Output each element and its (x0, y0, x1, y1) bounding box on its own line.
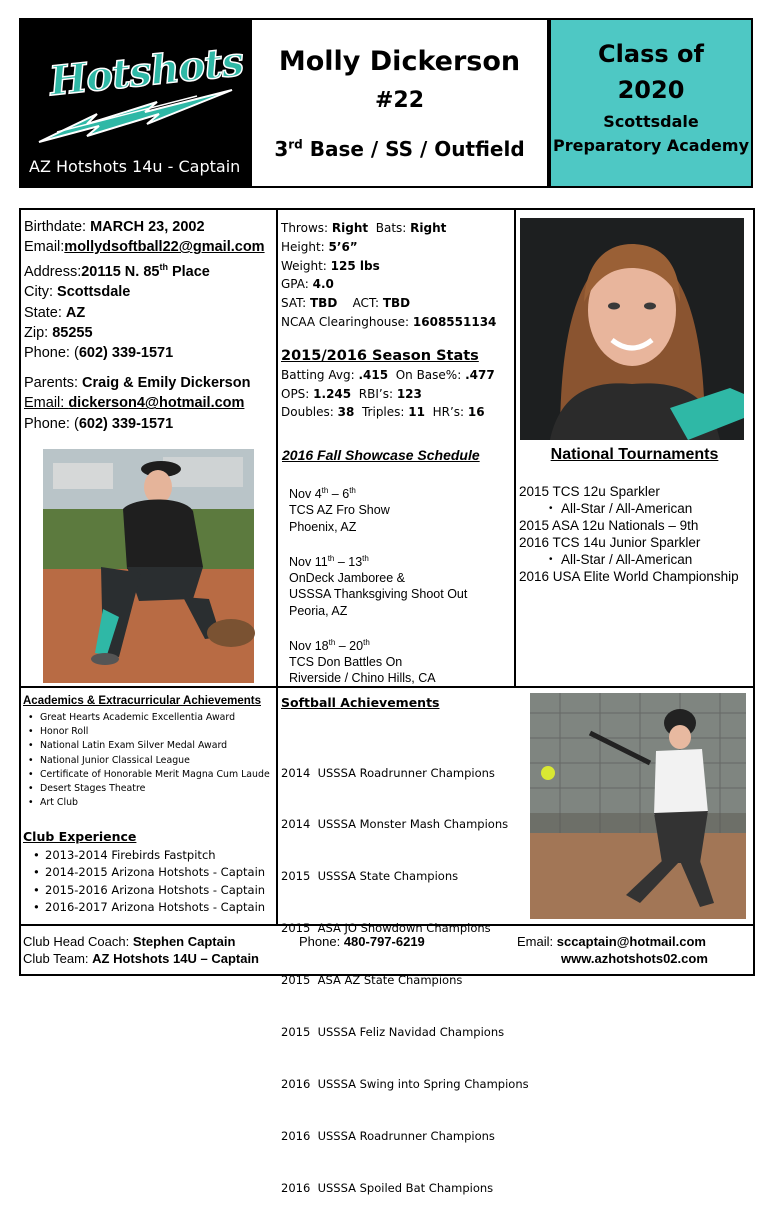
zip-value: 85255 (52, 324, 93, 341)
bullet-icon: • (549, 503, 553, 514)
city-row (24, 282, 265, 302)
event-start-suffix: th (327, 553, 335, 563)
batting-photo (530, 693, 746, 919)
gpa-row (281, 275, 496, 294)
ops-label: OPS: (281, 386, 314, 401)
academics-item: • National Latin Exam Silver Medal Award (23, 739, 270, 753)
coach-email-row (517, 933, 708, 950)
academics-item: • Certificate of Honorable Merit Magna Cum Laude (23, 768, 270, 782)
event-end-suffix: th (363, 637, 370, 647)
event-name: TCS Don Battles On (289, 655, 403, 670)
test-row (281, 294, 496, 313)
triples-label: Triples: (361, 405, 409, 420)
logo-text: Hotshots (47, 37, 246, 106)
softball-item: 2016 USSSA Spoiled Bat Champions (281, 1180, 494, 1195)
event-end: – 13 (334, 554, 363, 569)
academics-item: • Great Hearts Academic Excellentia Award (23, 711, 270, 725)
height-value: 5’6” (328, 239, 358, 254)
event-start: Nov 4 (289, 487, 322, 502)
academics-list (23, 711, 270, 810)
showcase-event (289, 635, 467, 687)
showcase-event (289, 483, 467, 535)
event-location: Riverside / Chino Hills, CA (289, 671, 436, 686)
fielding-illustration (43, 449, 254, 683)
hr-label: HR’s: (432, 405, 468, 420)
bats-label: Bats: (375, 221, 411, 235)
hits-row (281, 403, 496, 422)
doubles-label: Doubles: (281, 405, 338, 420)
coach-email-link[interactable]: sccaptain@hotmail.com (556, 934, 706, 949)
phone-label: Phone: ( (24, 345, 79, 362)
email-row (24, 237, 265, 257)
website-link[interactable]: www.azhotshots02.com (561, 951, 708, 966)
state-row (24, 303, 265, 323)
event-start: Nov 11 (289, 554, 328, 569)
zip-row (24, 323, 265, 343)
softball-title: Softball Achievements (281, 695, 440, 710)
class-label: Class of (598, 40, 704, 68)
fielding-photo (43, 449, 254, 683)
school-line1: Scottsdale (603, 112, 699, 131)
parent-phone-value: 602) 339-1571 (78, 415, 174, 432)
national-item: 2016 TCS 14u Junior Sparkler (519, 535, 701, 550)
event-location: Peoria, AZ (289, 603, 348, 618)
footer-left (23, 933, 259, 967)
showcase-schedule (289, 483, 467, 687)
parent-email-link[interactable]: dickerson4@hotmail.com (68, 395, 245, 412)
showcase-event (289, 551, 467, 619)
obp-label: On Base%: (395, 367, 466, 382)
softball-list (281, 730, 529, 1214)
avg-value: .415 (358, 367, 389, 382)
batting-illustration (530, 693, 746, 919)
height-label: Height: (281, 239, 329, 254)
team-label: Club Team: (23, 951, 93, 966)
national-item: 2016 USA Elite World Championship (519, 569, 739, 584)
parent-email-row (24, 393, 265, 413)
birthdate-label: Birthdate: (24, 219, 91, 235)
act-value: TBD (382, 296, 411, 311)
club-list (28, 847, 265, 916)
act-label: ACT: (352, 296, 383, 311)
weight-value: 125 lbs (330, 258, 380, 273)
season-stats-title: 2015/2016 Season Stats (281, 347, 479, 364)
national-item: 2015 TCS 12u Sparkler (519, 484, 660, 499)
state-value: AZ (65, 304, 86, 321)
address-suffix: th (159, 262, 168, 273)
national-subitem-text: All-Star / All-American (561, 501, 693, 516)
event-start-suffix: th (321, 486, 329, 495)
national-subitem (519, 551, 739, 568)
softball-item: 2016 USSSA Roadrunner Champions (281, 1128, 495, 1143)
event-start: Nov 18 (289, 638, 329, 653)
class-year: 2020 (617, 76, 685, 104)
club-item: • 2015-2016 Arizona Hotshots - Captain (28, 882, 265, 899)
event-end-suffix: th (349, 486, 356, 495)
coach-label: Club Head Coach: (23, 934, 133, 949)
national-title: National Tournaments (550, 446, 719, 463)
triples-value: 11 (408, 405, 425, 420)
headshot-illustration (520, 218, 744, 440)
address-label: Address: (24, 264, 82, 281)
ops-value: 1.245 (313, 386, 352, 401)
event-start-suffix: th (328, 637, 336, 647)
avg-label: Batting Avg: (281, 367, 359, 382)
divider-v1 (276, 208, 278, 688)
parent-email-label: Email: (24, 395, 69, 412)
club-item: • 2016-2017 Arizona Hotshots - Captain (28, 899, 265, 916)
avg-row (281, 366, 496, 385)
event-end: – 20 (335, 638, 364, 653)
bats-value: Right (410, 221, 447, 235)
softball-item: 2014 USSSA Roadrunner Champions (281, 765, 495, 780)
address-row (24, 257, 265, 282)
event-location: Phoenix, AZ (289, 519, 357, 534)
position-suffix: rd (288, 137, 303, 152)
weight-row (281, 257, 496, 276)
phone-value: 602) 339-1571 (78, 345, 174, 362)
softball-item: 2015 USSSA State Champions (281, 869, 459, 884)
club-item: • 2014-2015 Arizona Hotshots - Captain (28, 864, 265, 881)
stats-block (281, 219, 496, 422)
coach-phone-value: 480-797-6219 (343, 934, 425, 949)
team-caption: AZ Hotshots 14u - Captain (29, 157, 241, 176)
bullet-icon: • (549, 554, 553, 565)
coach-name: Stephen Captain (132, 934, 236, 949)
sat-label: SAT: (281, 296, 310, 311)
obp-value: .477 (465, 367, 495, 382)
national-item: 2015 ASA 12u Nationals – 9th (519, 518, 699, 533)
throws-label: Throws: (281, 221, 332, 235)
player-name: Molly Dickerson (278, 46, 521, 77)
birthdate-row (24, 217, 265, 237)
gpa-label: GPA: (281, 277, 313, 292)
coach-email-label: Email: (517, 934, 557, 949)
class-panel (549, 18, 753, 188)
parents-value: Craig & Emily Dickerson (82, 375, 251, 392)
city-value: Scottsdale (57, 284, 131, 301)
logo-panel (19, 18, 250, 188)
softball-item: 2015 USSSA Feliz Navidad Champions (281, 1025, 505, 1040)
gpa-value: 4.0 (312, 277, 334, 292)
academics-item: • Art Club (23, 796, 270, 810)
event-dates (289, 483, 467, 502)
event-name: OnDeck Jamboree & (289, 571, 406, 586)
event-dates (289, 551, 467, 570)
zip-label: Zip: (24, 324, 53, 341)
academics-item: • Honor Roll (23, 725, 270, 739)
softball-item: 2015 ASA AZ State Champions (281, 973, 463, 988)
position-text: Base / SS / Outfield (302, 137, 525, 161)
rbi-value: 123 (396, 386, 422, 401)
showcase-title: 2016 Fall Showcase Schedule (282, 447, 480, 463)
event-end-suffix: th (362, 553, 369, 563)
name-panel (250, 18, 549, 188)
club-item: • 2013-2014 Firebirds Fastpitch (28, 847, 265, 864)
ncaa-value: 1608551134 (412, 314, 497, 329)
coach-phone-label: Phone: (299, 934, 344, 949)
email-link[interactable]: mollydsoftball22@gmail.com (64, 239, 265, 256)
sat-value: TBD (310, 296, 338, 311)
divider-v3 (276, 686, 278, 926)
jersey-number: #22 (374, 88, 425, 113)
email-label: Email: (24, 239, 65, 256)
parents-label: Parents: (24, 375, 83, 392)
national-subitem-text: All-Star / All-American (561, 552, 693, 567)
position-number: 3 (274, 137, 289, 161)
ops-row (281, 385, 496, 404)
event-end: – 6 (328, 487, 350, 502)
state-label: State: (24, 304, 66, 321)
ncaa-row (281, 313, 496, 332)
weight-label: Weight: (281, 258, 331, 273)
phone-row (24, 343, 265, 363)
throws-row (281, 219, 496, 238)
footer-phone (299, 933, 425, 950)
softball-item: 2014 USSSA Monster Mash Champions (281, 817, 509, 832)
academics-title: Academics & Extracurricular Achievements (23, 695, 261, 707)
throws-value: Right (331, 221, 369, 235)
coach-row (23, 933, 259, 950)
personal-info (24, 217, 265, 434)
doubles-value: 38 (337, 405, 355, 420)
softball-item: 2016 USSSA Swing into Spring Champions (281, 1076, 529, 1091)
city-label: City: (24, 284, 58, 301)
national-subitem (519, 500, 739, 517)
address-value: 20115 N. 85 (81, 264, 160, 281)
academics-item: • Desert Stages Theatre (23, 782, 270, 796)
academics-item: • National Junior Classical League (23, 754, 270, 768)
address-street: Place (167, 264, 210, 281)
club-title: Club Experience (23, 829, 137, 844)
parent-phone-label: Phone: ( (24, 415, 79, 432)
event-name: TCS AZ Fro Show (289, 503, 390, 518)
birthdate-value: MARCH 23, 2002 (90, 219, 205, 235)
softball-item: 2015 ASA JO Showdown Champions (281, 921, 491, 936)
ncaa-label: NCAA Clearinghouse: (281, 314, 413, 329)
headshot-photo (520, 218, 744, 440)
parent-phone-row (24, 414, 265, 434)
national-list (519, 483, 739, 585)
footer-right (517, 933, 708, 967)
event-dates (289, 635, 467, 654)
team-name: AZ Hotshots 14U – Captain (92, 951, 259, 966)
school-line2: Preparatory Academy (552, 136, 749, 155)
parents-row (24, 373, 265, 393)
hr-value: 16 (467, 405, 485, 420)
player-position (252, 137, 547, 161)
team-row (23, 950, 259, 967)
event-name-2: USSSA Thanksgiving Shoot Out (289, 587, 468, 602)
height-row (281, 238, 496, 257)
rbi-label: RBI’s: (358, 386, 397, 401)
